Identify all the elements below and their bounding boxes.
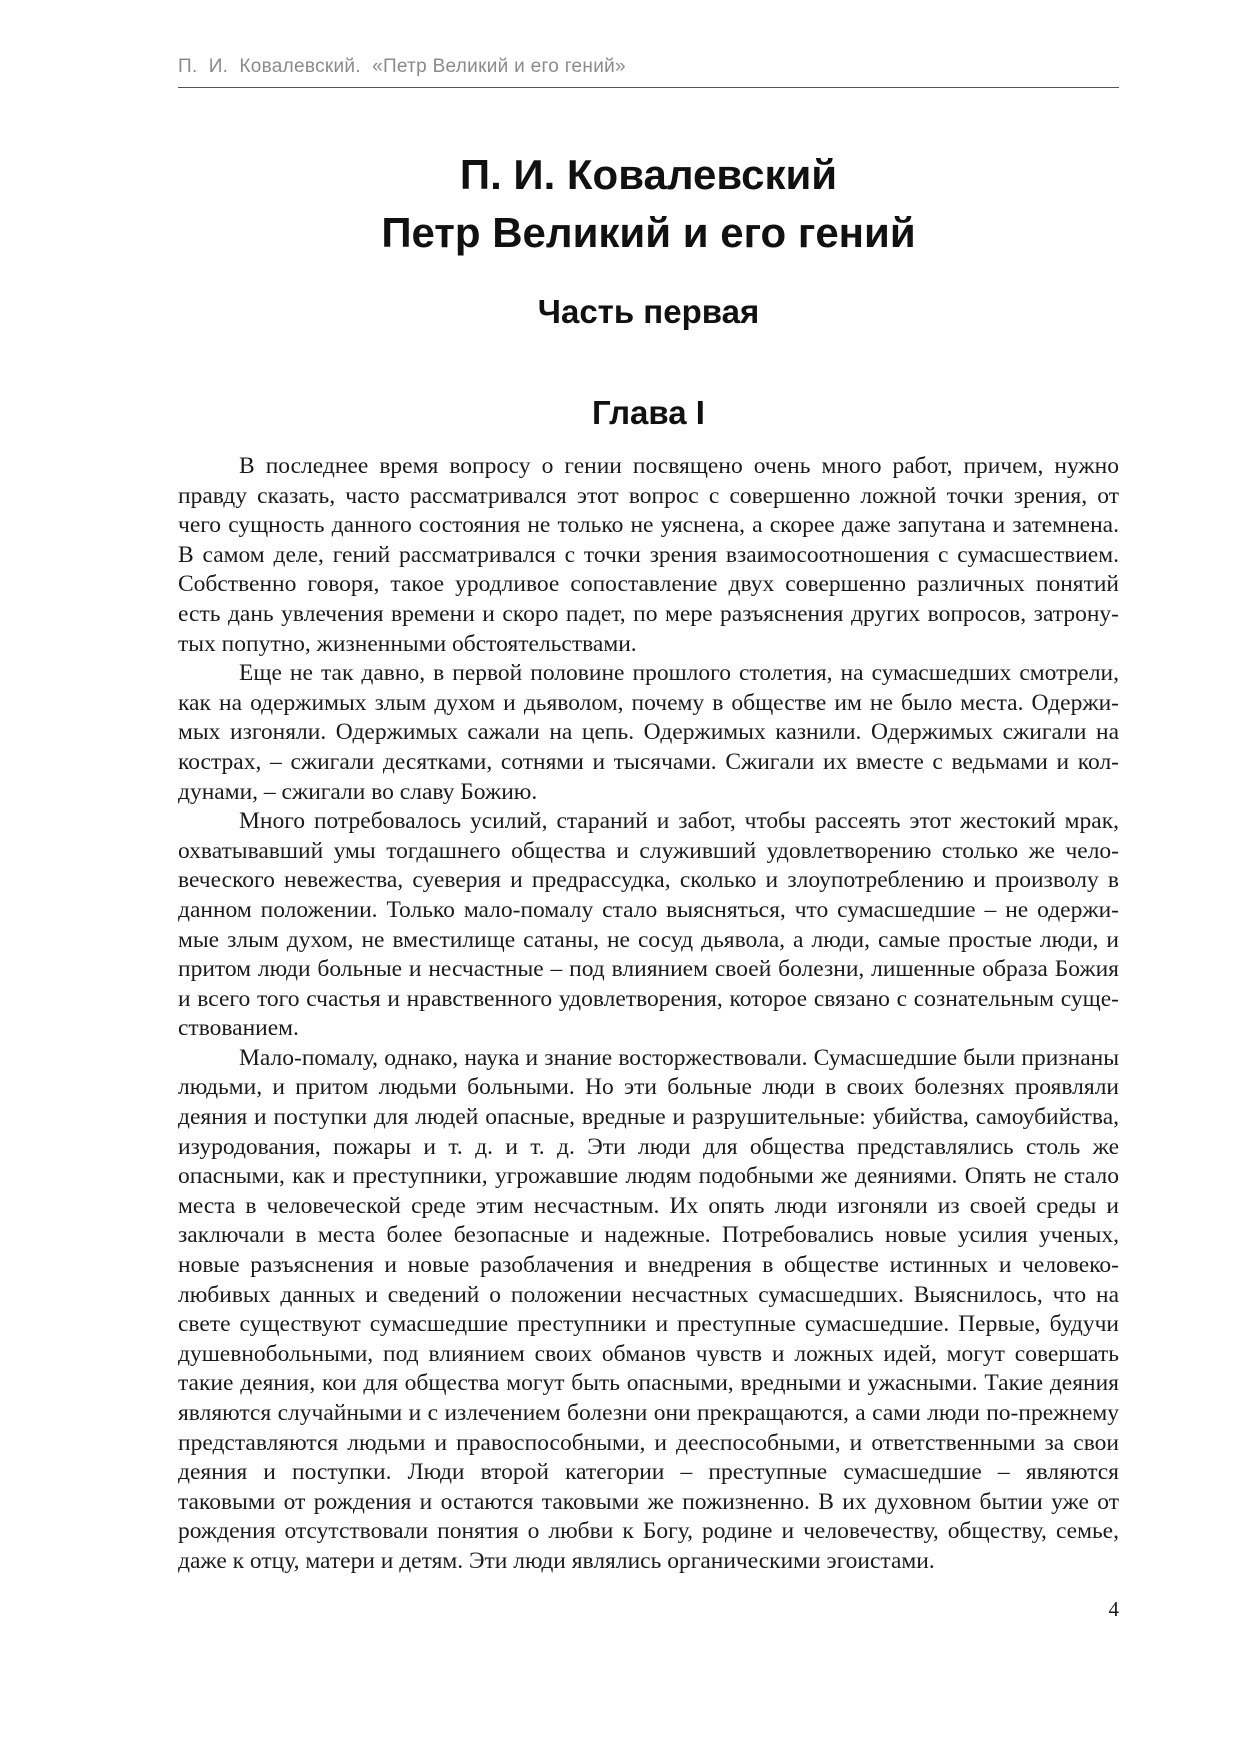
running-header: П. И. Ковалевский. «Петр Великий и его гений» [178,56,626,77]
author-title: П. И. Ковалевский [459,151,838,198]
paragraph: Мало-помалу, однако, наука и знание восторжествовали. Сумасшедшие были признаны людьми, и притом людьми больными. Но эти больные люди в своих болезнях проявляли деяния и поступки для людей опасные, вредные и разрушительные: убийства, самоубийства, изуродования, пожары и т. д. и т. д. Эти люди для общества представлялись столь же опасными, как и преступники, угрожавшие людям подобными же деяниями. Опять не стало места в человеческой среде этим несчастным. Их опять люди изгоняли из своей среды и заключали в места более безопасные и надежные. Потребовались новые усилия ученых, новые разъяснения и новые разоблачения и внедрения в обществе истинных и человеколюбивых данных и сведений о положении несчастных сумасшедших. Выяснилось, что на свете существуют сумасшедшие преступники и преступные сумасшедшие. Первые, будучи душевнобольными, под влиянием своих обманов чувств и ложных идей, могут совершать такие деяния, кои для общества могут быть опасными, вредными и ужасными. Такие деяния являются случайными и с излечением болезни они прекращаются, а сами люди по-прежнему представляются людьми и правоспособными, и дееспособными, и ответственными за свои деяния и поступки. Люди второй категории – преступные сумасшедшие – являются таковыми от рождения и остаются таковыми же пожизненно. В их духовном бытии уже от рождения отсутствовали понятия о любви к Богу, родине и человечеству, обществу, семье, даже к отцу, матери и детям. Эти люди являлись органическими эгоистами. [178,1044,1119,1574]
chapter-heading: Глава I [592,394,705,431]
header-rule [178,87,1119,88]
book-title: Петр Великий и его гений [381,209,916,256]
part-heading: Часть первая [537,293,760,330]
paragraph: В последнее время вопросу о гении посвящено очень много работ, причем, нужно правду сказать, часто рассматривался этот вопрос с совершенно ложной точки зрения, от чего сущность данного состояния не только не уяснена, а скорее даже запутана и затемнена. В самом деле, гений рассматривался с точки зрения взаимосоотношения с сумасшествием. Собственно говоря, такое уродливое сопоставление двух совершенно различных понятий есть дань увлечения времени и скоро падет, по мере разъяснения других вопросов, затронутых попутно, жизненными обстоятельствами. [178,453,1119,657]
title-block [178,146,1119,262]
paragraph: Много потребовалось усилий, стараний и забот, чтобы рассеять этот жестокий мрак, охватывавший умы тогдашнего общества и служивший удовлетворению столько же человеческого невежества, суеверия и предрассудка, сколько и злоупотреблению и произволу в данном положении. Только мало-помалу стало выясняться, что сумасшедшие – не одержимые злым духом, не вместилище сатаны, не сосуд дьявола, а люди, самые простые люди, и притом люди больные и несчастные – под влиянием своей болезни, лишенные образа Божия и всего того счастья и нравственного удовлетворения, которое связано с сознательным существованием. [178,808,1119,1042]
page-number: 4 [1108,1597,1119,1621]
body-text [178,452,1119,1577]
paragraph: Еще не так давно, в первой половине прошлого столетия, на сумасшедших смотрели, как на одержимых злым духом и дьяволом, почему в обществе им не было места. Одержимых изгоняли. Одержимых сажали на цепь. Одержимых казнили. Одержимых сжигали на кострах, – сжигали десятками, сотнями и тысячами. Сжигали их вместе с ведьмами и колдунами, – сжигали во славу Божию. [178,660,1119,805]
